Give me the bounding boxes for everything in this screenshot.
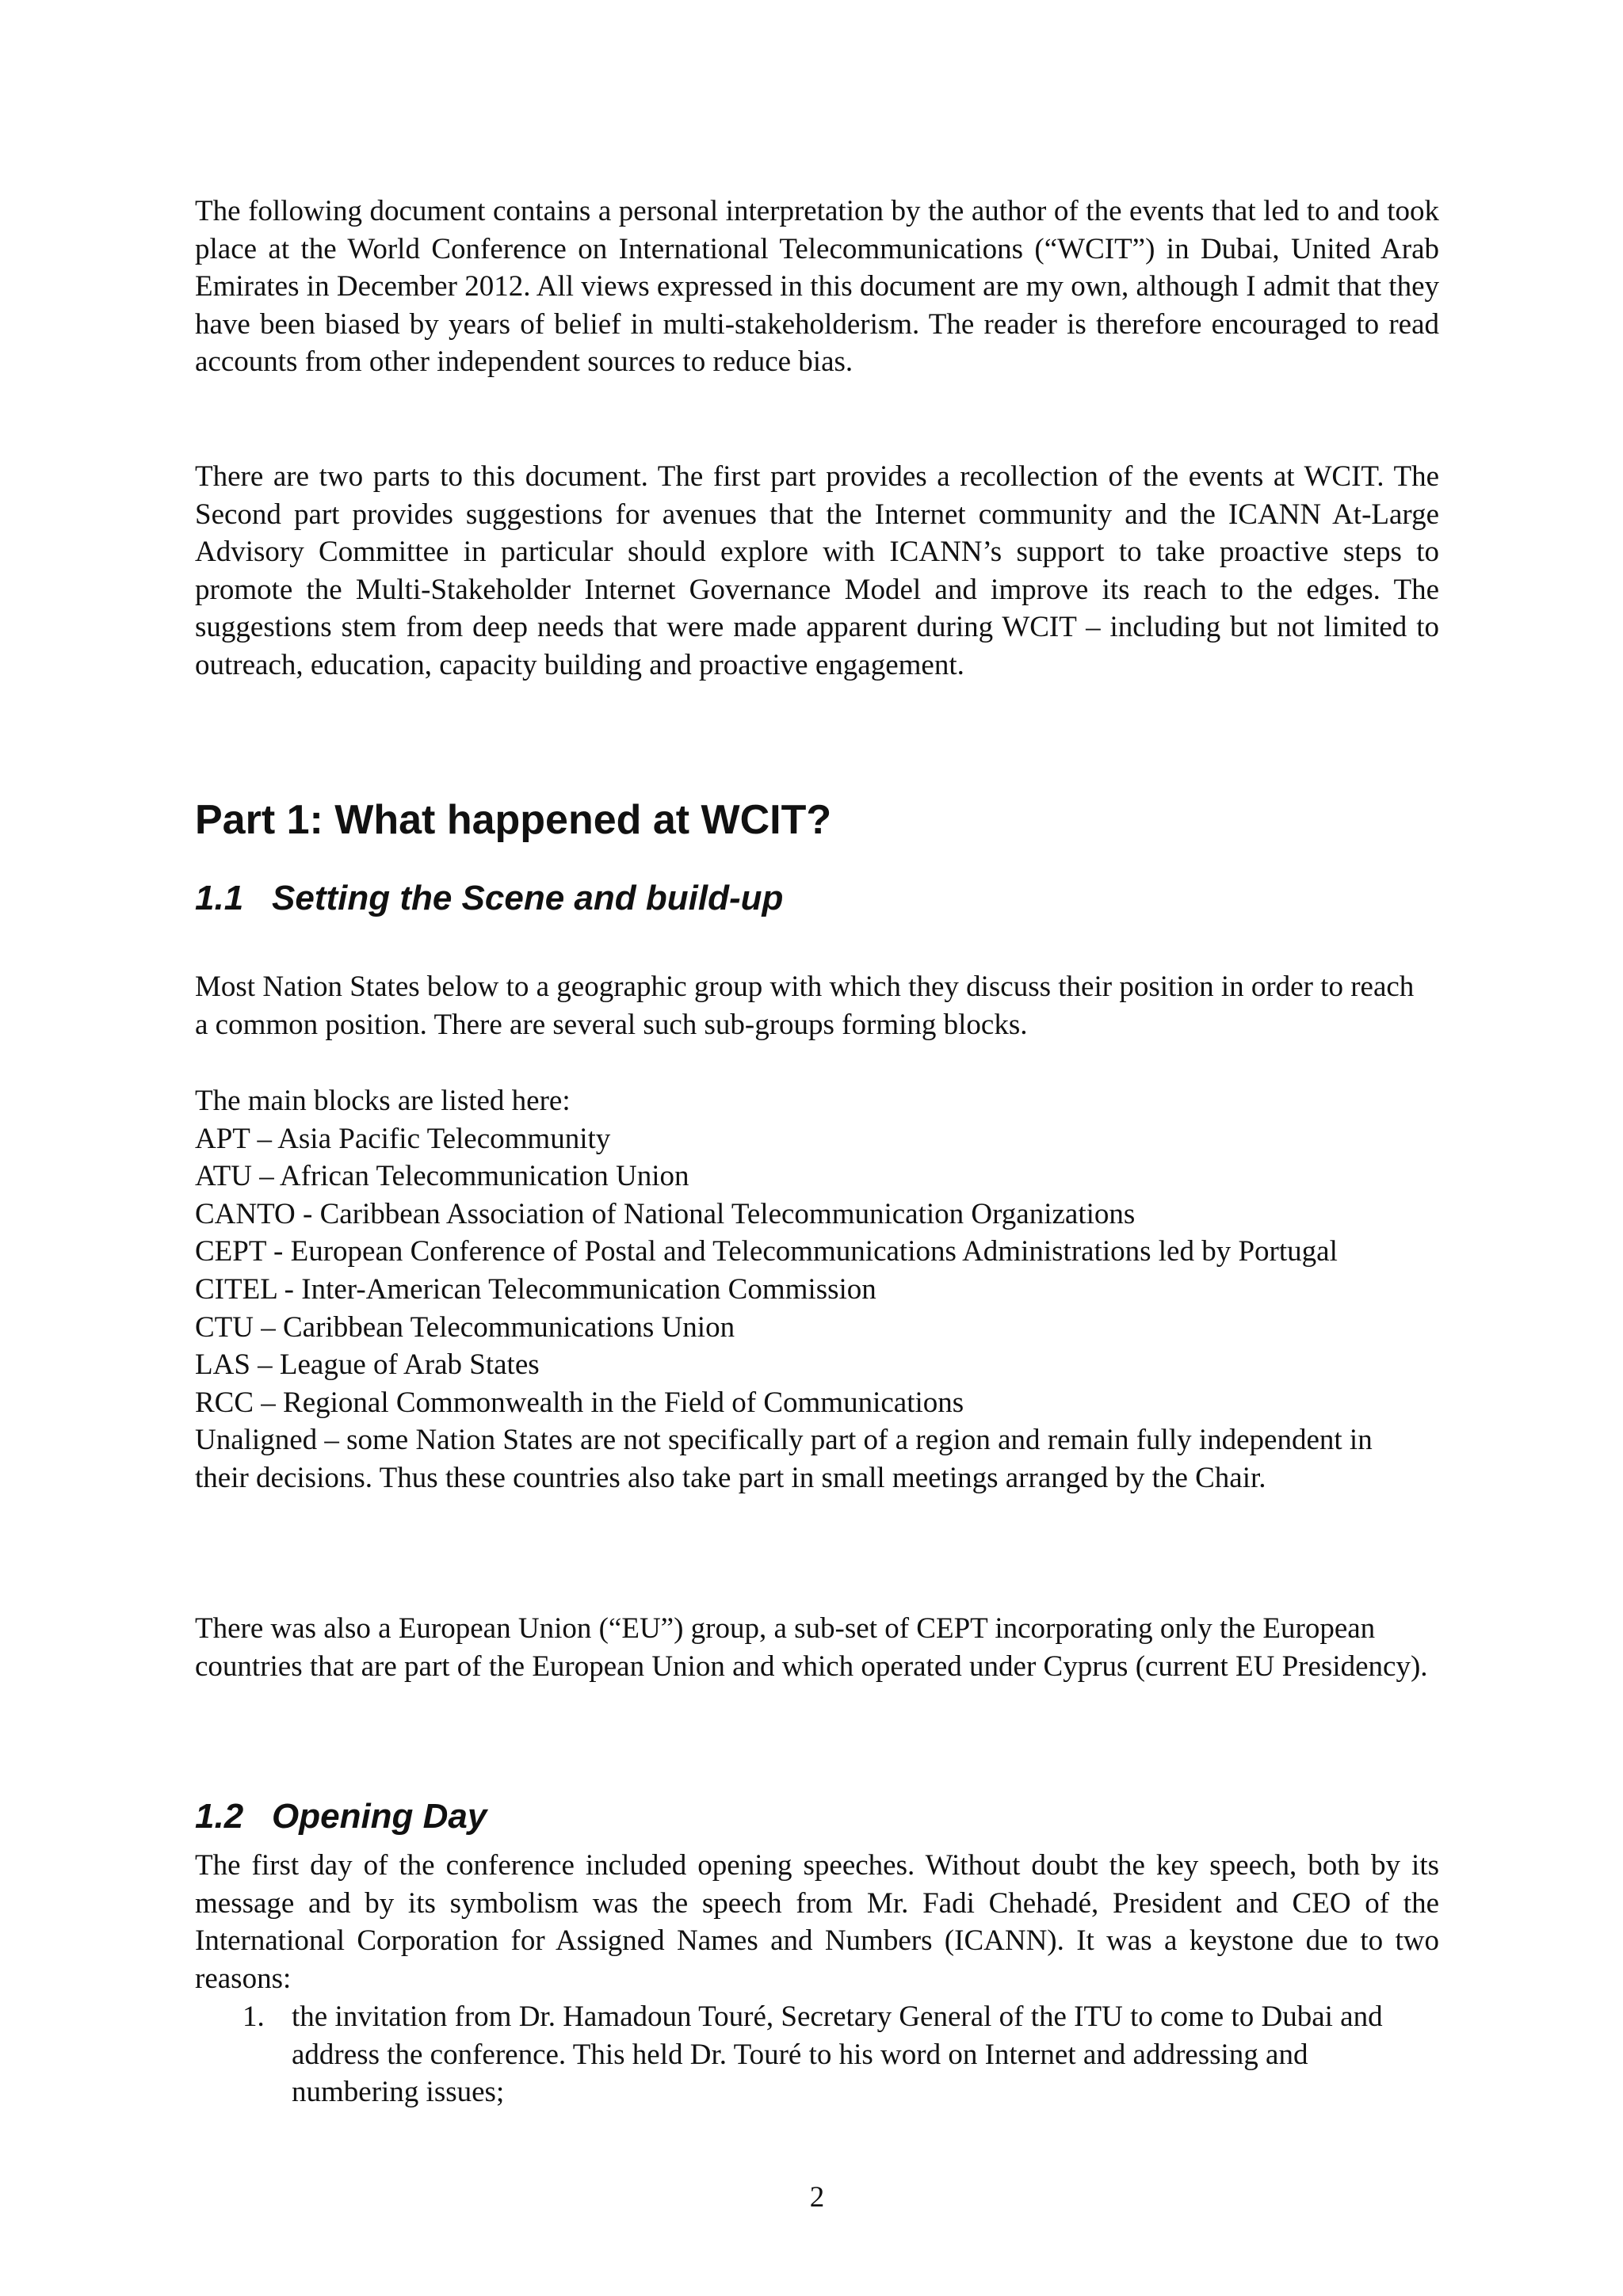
list-item: CANTO - Caribbean Association of National Telecommunication Organizations	[195, 1197, 1136, 1230]
list-item: Unaligned – some Nation States are not specifically part of a region and remain fully independent in their decisions. Thus these countries also take part in small meetings arranged by the Chair.	[195, 1424, 1373, 1494]
section-title: Setting the Scene and build-up	[272, 879, 784, 917]
list-marker: 1.	[242, 2000, 265, 2033]
list-item: CEPT - European Conference of Postal and Telecommunications Administrations led by Portugal	[195, 1235, 1338, 1268]
blocks-list	[195, 1082, 1439, 1497]
list-item: LAS – League of Arab States	[195, 1348, 540, 1382]
list-item-text: the invitation from Dr. Hamadoun Touré, Secretary General of the ITU to come to Dubai and address the conference. This held Dr. Touré to his word on Internet and addressing and numbering issues;	[292, 2000, 1383, 2109]
list-item: APT – Asia Pacific Telecommunity	[195, 1122, 611, 1155]
list-item	[242, 1998, 1439, 2111]
section-number: 1.1	[195, 879, 244, 917]
blocks-intro: The main blocks are listed here:	[195, 1085, 571, 1117]
part-1-heading: Part 1: What happened at WCIT?	[195, 797, 832, 843]
section-1-2-heading	[195, 1795, 487, 1838]
section-1-1-paragraph-2: There was also a European Union (“EU”) group, a sub-set of CEPT incorporating only the European countries that are part of the European Union and which operated under Cyprus (current EU Presidency).	[195, 1612, 1428, 1683]
list-item: ATU – African Telecommunication Union	[195, 1160, 689, 1193]
section-title: Opening Day	[272, 1797, 487, 1836]
page-number: 2	[809, 2181, 825, 2214]
section-1-1-paragraph-1: Most Nation States below to a geographic group with which they discuss their position in order to reach a common position. There are several such sub-groups forming blocks.	[195, 971, 1415, 1041]
section-1-1-heading	[195, 877, 783, 920]
intro-paragraph-2: There are two parts to this document. The first part provides a recollection of the events at WCIT. The Second part provides suggestions for avenues that the Internet community and the ICANN At-Large Advisory Committee in particular should explore with ICANN’s support to take proactive steps to promote the Multi-Stakeholder Internet Governance Model and improve its reach to the edges. The suggestions stem from deep needs that were made apparent during WCIT – including but not limited to outreach, education, capacity building and proactive engagement.	[195, 460, 1439, 681]
intro-paragraph-1: The following document contains a personal interpretation by the author of the events that led to and took place at the World Conference on International Telecommunications (“WCIT”) in Dubai, United Arab Emirates in December 2012. All views expressed in this document are my own, although I admit that they have been biased by years of belief in multi-stakeholderism. The reader is therefore encouraged to read accounts from other independent sources to reduce bias.	[195, 195, 1439, 379]
section-1-2-paragraph-1: The first day of the conference included opening speeches. Without doubt the key speech, both by its message and by its symbolism was the speech from Mr. Fadi Chehadé, President and CEO of the International Corporation for Assigned Names and Numbers (ICANN). It was a keystone due to two reasons:	[195, 1849, 1439, 1995]
list-item: CITEL - Inter-American Telecommunication Commission	[195, 1272, 876, 1306]
section-number: 1.2	[195, 1797, 244, 1836]
list-item: CTU – Caribbean Telecommunications Union	[195, 1310, 735, 1344]
list-item: RCC – Regional Commonwealth in the Field of Communications	[195, 1386, 964, 1419]
